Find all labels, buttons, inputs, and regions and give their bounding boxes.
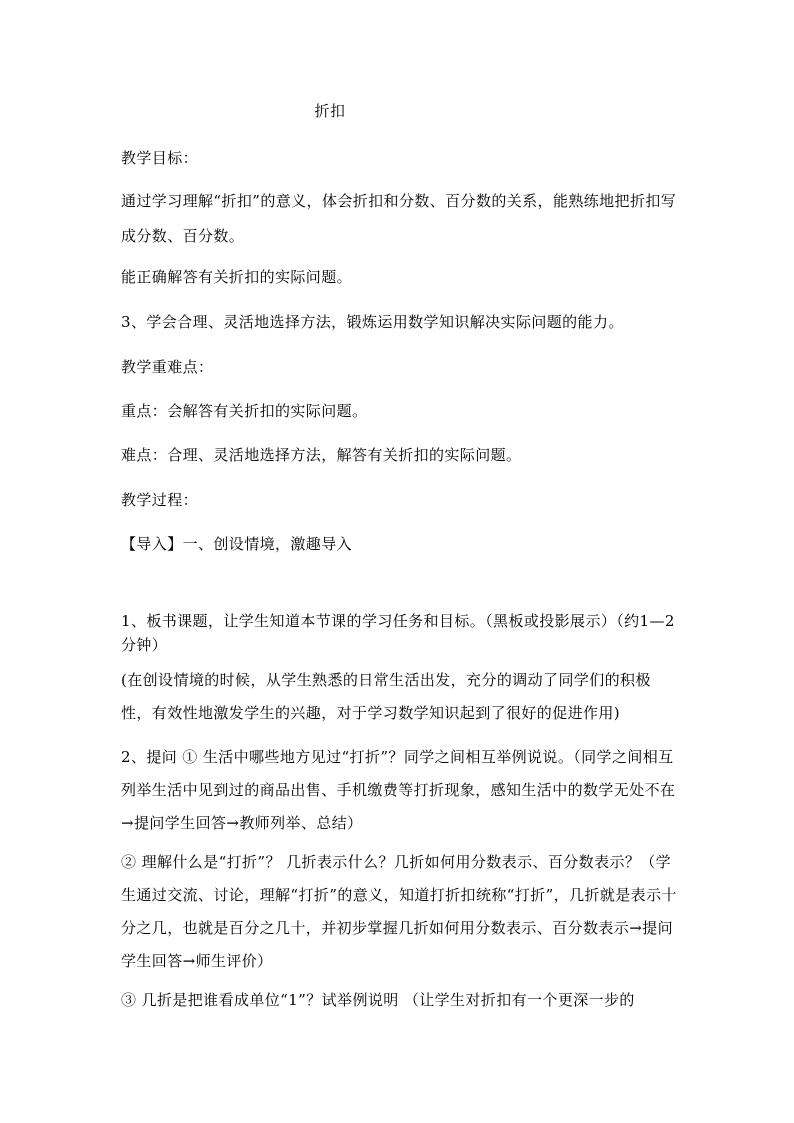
step-2-paragraph: 2、提问 ① 生活中哪些地方见过“打折”？同学之间相互举例说说。（同学之间相互列举生活中见到过的商品出售、手机缴费等打折现象，感知生活中的数学无处不在→提问学生回答→教师列举、总结） [121, 748, 676, 832]
intro-heading: 【导入】一、创设情境，激趣导入 [121, 535, 353, 553]
heading-teaching-process: 教学过程： [121, 491, 199, 509]
heading-teaching-goals: 教学目标： [121, 149, 199, 167]
heading-key-points: 教学重难点： [121, 358, 214, 376]
step-2-question-2-paragraph: ② 理解什么是“打折”？ 几折表示什么？几折如何用分数表示、百分数表示？（学生通过交流、讨论，理解“打折”的意义，知道打折扣统称“打折”，几折就是表示十分之几，也就是百分之几十，并初步掌握几折如何用分数表示、百分数表示→提问学生回答→师生评价） [121, 853, 677, 970]
goal-2-paragraph: 能正确解答有关折扣的实际问题。 [121, 268, 353, 286]
difficult-point-paragraph: 难点：合理、灵活地选择方法，解答有关折扣的实际问题。 [121, 446, 522, 464]
document-title: 折扣 [314, 102, 346, 120]
step-1-paragraph: 1、板书课题，让学生知道本节课的学习任务和目标。（黑板或投影展示）（约1—2 分钟） [121, 612, 675, 654]
key-point-paragraph: 重点：会解答有关折扣的实际问题。 [121, 402, 368, 420]
goal-3-paragraph: 3、学会合理、灵活地选择方法，锻炼运用数学知识解决实际问题的能力。 [121, 313, 624, 331]
step-1-note-paragraph: (在创设情境的时候，从学生熟悉的日常生活出发，充分的调动了同学们的积极性，有效性地激发学生的兴趣，对于学习数学知识起到了很好的促进作用) [121, 671, 651, 722]
goal-1-paragraph: 通过学习理解“折扣”的意义，体会折扣和分数、百分数的关系，能熟练地把折扣写成分数、百分数。 [121, 192, 677, 245]
step-2-question-3-paragraph: ③ 几折是把谁看成单位“1”？试举例说明 （让学生对折扣有一个更深一步的 [121, 991, 635, 1009]
